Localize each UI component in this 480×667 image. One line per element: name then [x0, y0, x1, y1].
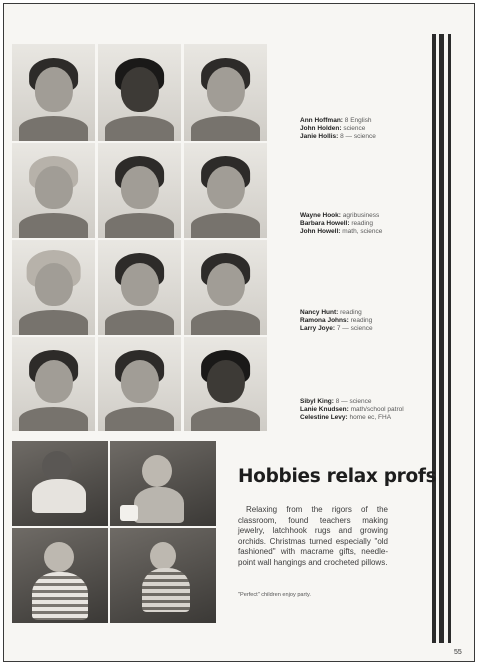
teacher-entry — [300, 212, 440, 220]
teacher-subject: home ec, FHA — [349, 414, 392, 421]
teacher-entry — [300, 228, 440, 236]
teacher-subject: science — [343, 125, 366, 132]
cup — [120, 505, 138, 521]
photo-child-cup — [110, 441, 216, 526]
feature-headline: Hobbies relax profs — [238, 466, 437, 487]
teacher-name: Ann Hoffman: — [300, 117, 343, 124]
portrait-john-holden — [98, 44, 181, 141]
names-row-4 — [300, 398, 440, 422]
teacher-name: Lanie Knudsen: — [300, 406, 349, 413]
teacher-name: Larry Joye: — [300, 325, 336, 332]
portrait-lanie-knudsen — [98, 337, 181, 431]
teacher-subject: reading — [351, 220, 373, 227]
page-number: 55 — [454, 649, 462, 656]
teacher-name: John Holden: — [300, 125, 342, 132]
teacher-subject: 8 — science — [335, 398, 372, 405]
photo-child-sitting — [110, 528, 216, 623]
teacher-name: Nancy Hunt: — [300, 309, 339, 316]
photo-caption: "Perfect" children enjoy party. — [238, 592, 311, 598]
names-row-3 — [300, 309, 440, 333]
child-body — [32, 572, 88, 620]
teacher-subject: 7 — science — [336, 325, 373, 332]
child-body — [134, 487, 184, 523]
portrait-john-howell — [184, 143, 267, 238]
teacher-name: Celestine Levy: — [300, 414, 348, 421]
portrait-nancy-hunt — [12, 240, 95, 335]
teacher-subject: reading — [350, 317, 373, 324]
yearbook-page — [3, 3, 475, 662]
teacher-subject: math/school patrol — [350, 406, 404, 413]
decorative-rule — [439, 34, 444, 643]
teacher-name: Barbara Howell: — [300, 220, 350, 227]
teacher-name: John Howell: — [300, 228, 341, 235]
teacher-entry — [300, 406, 418, 414]
portrait-janie-hollis — [184, 44, 267, 141]
portrait-larry-joye — [184, 240, 267, 335]
child-face — [44, 542, 74, 572]
child-body — [142, 568, 190, 612]
teacher-entry — [300, 220, 440, 228]
teacher-entry — [300, 133, 440, 141]
teacher-entry — [300, 125, 440, 133]
portrait-ramona-johns — [98, 240, 181, 335]
teacher-entry — [300, 414, 440, 422]
teacher-entry — [300, 117, 440, 125]
child-face — [142, 455, 172, 487]
teacher-entry — [300, 317, 440, 325]
feature-body-text: Relaxing from the rigors of the classroom, found teachers making jewelry, latchhook rugs and growing orchids. Christmas turned especially "old fashioned" with macrame gifts, needle-point wall hangings and crocheted pillows. — [238, 505, 388, 567]
portrait-sibyl-king — [12, 337, 95, 431]
teacher-name: Wayne Hook: — [300, 212, 341, 219]
teacher-subject: agribusiness — [342, 212, 380, 219]
teacher-name: Janie Hollis: — [300, 133, 339, 140]
child-face — [150, 542, 176, 570]
decorative-rule — [448, 34, 451, 643]
portrait-wayne-hook — [12, 143, 95, 238]
portrait-barbara-howell — [98, 143, 181, 238]
photo-child-highchair — [12, 441, 108, 526]
teacher-entry — [300, 325, 440, 333]
teacher-name: Sibyl King: — [300, 398, 334, 405]
teacher-entry — [300, 309, 440, 317]
teacher-subject: 8 English — [344, 117, 372, 124]
feature-body — [238, 505, 388, 569]
portrait-ann-hoffman — [12, 44, 95, 141]
child-face — [42, 451, 72, 481]
photo-child-striped — [12, 528, 108, 623]
names-row-1 — [300, 117, 440, 141]
portrait-celestine-levy — [184, 337, 267, 431]
teacher-entry — [300, 398, 440, 406]
teacher-subject: math, science — [342, 228, 383, 235]
child-body — [32, 479, 86, 513]
decorative-rule — [432, 34, 436, 643]
names-row-2 — [300, 212, 440, 236]
teacher-name: Ramona Johns: — [300, 317, 349, 324]
teacher-subject: reading — [340, 309, 362, 316]
teacher-subject: 8 — science — [340, 133, 376, 140]
